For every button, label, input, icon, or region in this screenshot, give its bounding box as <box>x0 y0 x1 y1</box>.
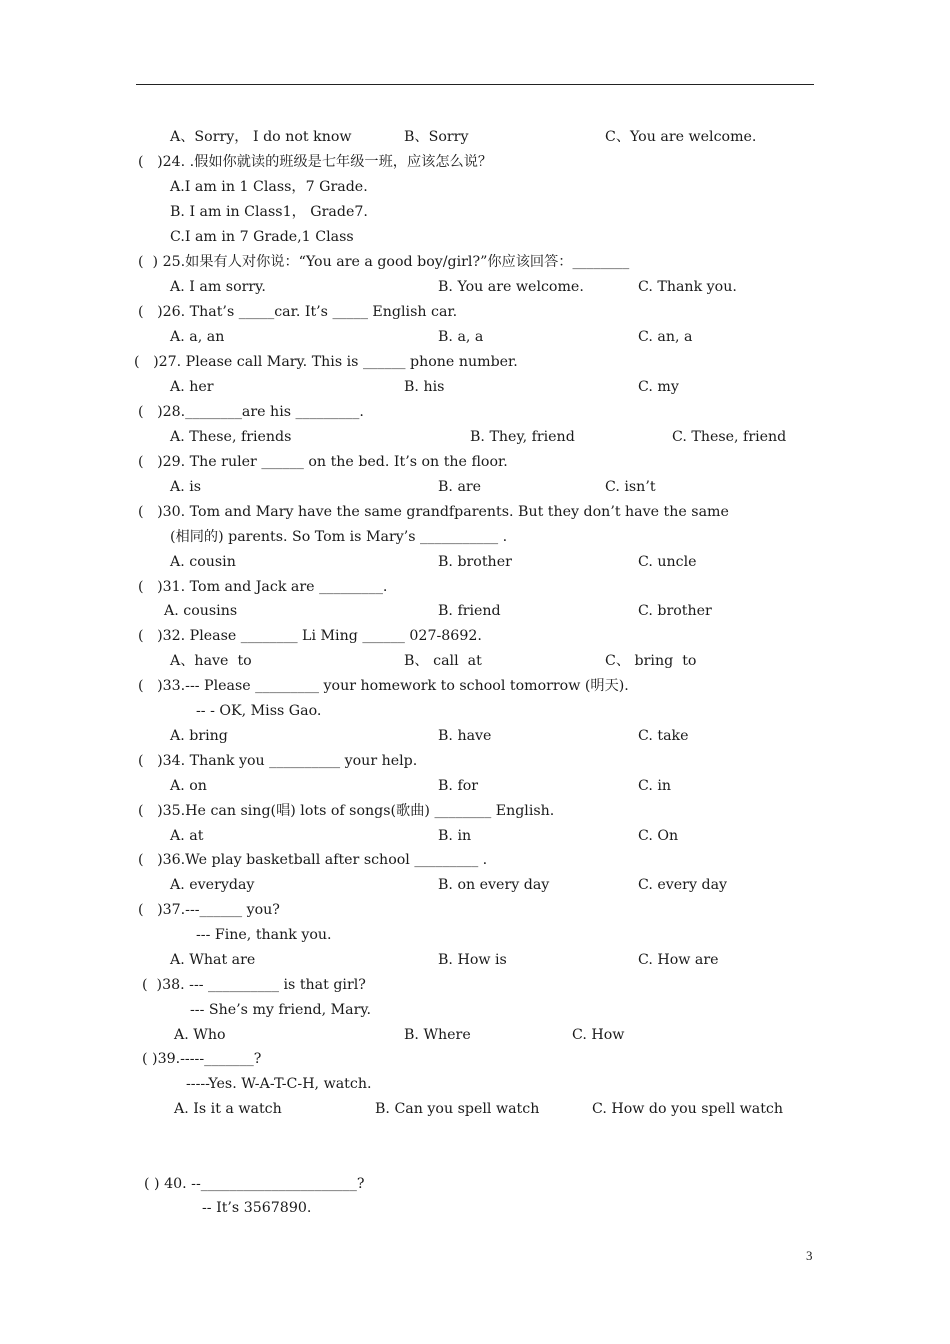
option-a: A. cousin <box>170 554 236 570</box>
question-39: ( )39.-----_______? <box>142 1051 262 1067</box>
page-number: 3 <box>806 1248 813 1263</box>
option-c: C. take <box>638 728 689 744</box>
option-b: B. in <box>438 828 472 844</box>
option-c: C、 bring to <box>605 653 697 669</box>
option-a: A.I am in 1 Class，7 Grade. <box>170 179 368 195</box>
option-b: B. on every day <box>438 877 550 893</box>
option-a: A、have to <box>170 653 252 669</box>
option-a: A. a, an <box>170 329 225 345</box>
dialogue-reply: -- It’s 3567890. <box>202 1200 312 1216</box>
option-a: A. These, friends <box>170 429 292 445</box>
question-33: ( )33.--- Please _________ your homework to school tomorrow (明天). <box>138 678 629 694</box>
option-b: B. a, a <box>438 329 484 345</box>
option-a: A. cousins <box>164 603 238 619</box>
option-c: C. isn’t <box>605 479 656 495</box>
option-c: C、You are welcome. <box>605 129 757 145</box>
option-a: A. I am sorry. <box>170 279 266 295</box>
dialogue-reply: -- - OK, Miss Gao. <box>196 703 322 719</box>
header-rule <box>136 84 814 85</box>
option-c: C.I am in 7 Grade,1 Class <box>170 229 354 245</box>
option-c: C. How do you spell watch <box>592 1101 784 1117</box>
question-31: ( )31. Tom and Jack are _________. <box>138 579 388 595</box>
question-29: ( )29. The ruler ______ on the bed. It’s on the floor. <box>138 454 508 470</box>
option-a: A. bring <box>170 728 228 744</box>
question-27: ( )27. Please call Mary. This is ______ phone number. <box>134 354 518 370</box>
option-b: B. are <box>438 479 482 495</box>
question-32: ( )32. Please ________ Li Ming ______ 027-8692. <box>138 628 482 644</box>
option-b: B、 call at <box>404 653 482 669</box>
question-36: ( )36.We play basketball after school _________ . <box>138 852 488 868</box>
question-34: ( )34. Thank you __________ your help. <box>138 753 418 769</box>
option-b: B. his <box>404 379 445 395</box>
question-35: ( )35.He can sing(唱) lots of songs(歌曲) ________ English. <box>138 803 555 819</box>
option-b: B. for <box>438 778 479 794</box>
question-30: ( )30. Tom and Mary have the same grandfparents. But they don’t have the same <box>138 504 729 520</box>
option-c: C. an, a <box>638 329 693 345</box>
option-b: B. have <box>438 728 492 744</box>
option-a: A. What are <box>170 952 256 968</box>
option-c: C. How are <box>638 952 719 968</box>
option-c: C. my <box>638 379 679 395</box>
option-c: C. in <box>638 778 672 794</box>
option-c: C. Thank you. <box>638 279 737 295</box>
option-a: A. everyday <box>170 877 255 893</box>
option-c: C. every day <box>638 877 728 893</box>
option-b: B. Can you spell watch <box>375 1101 540 1117</box>
option-b: B. friend <box>438 603 501 619</box>
question-30-continued: (相同的) parents. So Tom is Mary’s ___________ . <box>170 529 508 545</box>
option-c: C. brother <box>638 603 712 619</box>
question-40: ( ) 40. --______________________? <box>144 1176 365 1192</box>
dialogue-reply: --- She’s my friend, Mary. <box>190 1002 372 1018</box>
dialogue-reply: --- Fine, thank you. <box>196 927 332 943</box>
question-38: ( )38. --- __________ is that girl? <box>142 977 366 993</box>
option-c: C. How <box>572 1027 625 1043</box>
option-a: A. is <box>170 479 202 495</box>
option-b: B. You are welcome. <box>438 279 584 295</box>
option-a: A. Is it a watch <box>174 1101 282 1117</box>
option-a: A、Sorry， I do not know <box>170 129 352 145</box>
option-a: A. Who <box>174 1027 226 1043</box>
question-37: ( )37.---______ you? <box>138 902 280 918</box>
option-c: C. On <box>638 828 679 844</box>
question-24: ( )24. .假如你就读的班级是七年级一班，应该怎么说？ <box>138 154 493 170</box>
option-b: B. brother <box>438 554 512 570</box>
question-26: ( )26. That’s _____car. It’s _____ English car. <box>138 304 458 320</box>
question-25: ( ) 25.如果有人对你说：“You are a good boy/girl?”你应该回答：________ <box>138 254 630 270</box>
option-a: A. at <box>170 828 204 844</box>
option-b: B、Sorry <box>404 129 469 145</box>
option-b: B. They, friend <box>470 429 575 445</box>
question-28: ( )28.________are his _________. <box>138 404 364 420</box>
option-a: A. on <box>170 778 207 794</box>
option-b: B. Where <box>404 1027 471 1043</box>
dialogue-reply: -----Yes. W-A-T-C-H, watch. <box>186 1076 372 1092</box>
option-b: B. I am in Class1， Grade7. <box>170 204 368 220</box>
option-b: B. How is <box>438 952 507 968</box>
option-a: A. her <box>170 379 214 395</box>
option-c: C. These, friend <box>672 429 787 445</box>
option-c: C. uncle <box>638 554 697 570</box>
